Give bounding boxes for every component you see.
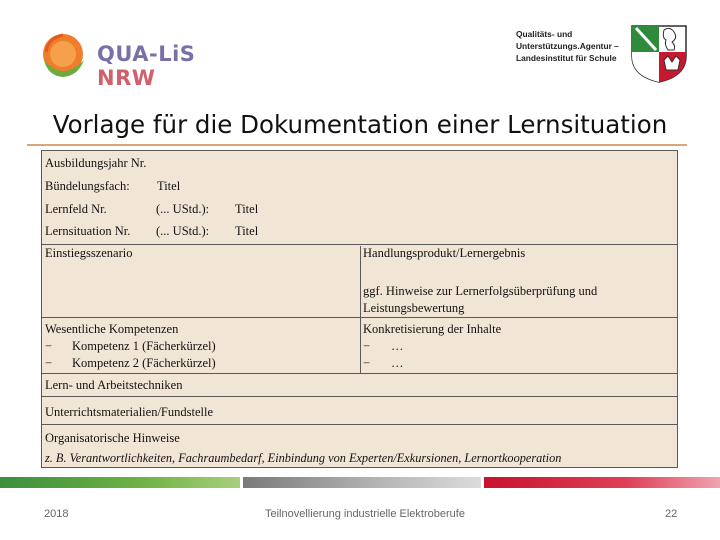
- lernsituation-hours: (... UStd.):: [156, 224, 210, 238]
- lernsituation-label: Lernsituation Nr.: [45, 224, 131, 238]
- lerntechniken-label: Lern- und Arbeitstechniken: [45, 378, 183, 392]
- page-number: 22: [665, 508, 678, 520]
- footer-year: 2018: [44, 508, 69, 520]
- footer-bar-green: [0, 477, 240, 488]
- column-divider: [360, 246, 361, 374]
- organisatorisch-text: z. B. Verantwortlichkeiten, Fachraumbedarf, Einbindung von Experten/Exkursionen, Lernortkooperation: [45, 451, 562, 465]
- page-title: Vorlage für die Dokumentation einer Lernsituation: [52, 110, 668, 139]
- konkretisierung-dash-1: −: [363, 339, 371, 353]
- kompetenz-item-2: Kompetenz 2 (Fächerkürzel): [72, 356, 216, 370]
- lernfeld-hours: (... UStd.):: [156, 202, 210, 216]
- agency-line-2: Unterstützungs.Agentur –: [516, 41, 619, 51]
- ausbildungsjahr-field: Ausbildungsjahr Nr.: [45, 156, 147, 170]
- agency-name: [516, 28, 626, 64]
- qualis-logo-text: [97, 42, 238, 90]
- materialien-label: Unterrichtsmaterialien/Fundstelle: [45, 405, 214, 419]
- konkretisierung-item-2: …: [391, 356, 404, 370]
- lernsituation-value: Titel: [235, 224, 259, 238]
- buendelungsfach-label: Bündelungsfach:: [45, 179, 130, 193]
- kompetenzen-title: Wesentliche Kompetenzen: [45, 322, 179, 336]
- divider: [42, 244, 677, 245]
- divider: [42, 317, 677, 318]
- lernfeld-label: Lernfeld Nr.: [45, 202, 107, 216]
- qualis-logo: [38, 30, 238, 90]
- kompetenz-dash-1: −: [45, 339, 53, 353]
- hinweise-line-2: Leistungsbewertung: [363, 301, 465, 315]
- divider: [42, 396, 677, 397]
- nrw-crest-icon: [628, 22, 690, 84]
- konkretisierung-title: Konkretisierung der Inhalte: [363, 322, 502, 336]
- qualis-logo-icon: [38, 30, 90, 80]
- title-underline: [27, 144, 687, 146]
- divider: [42, 373, 677, 374]
- footer-bar-gray: [243, 477, 481, 488]
- logo-part2: NRW: [97, 66, 156, 90]
- divider: [42, 424, 677, 425]
- agency-line-1: Qualitäts- und: [516, 29, 573, 39]
- buendelungsfach-value: Titel: [157, 179, 181, 193]
- kompetenz-item-1: Kompetenz 1 (Fächerkürzel): [72, 339, 216, 353]
- footer-title: Teilnovellierung industrielle Elektroberufe: [265, 508, 465, 520]
- lernfeld-value: Titel: [235, 202, 259, 216]
- handlungsprodukt-label: Handlungsprodukt/Lernergebnis: [363, 246, 526, 260]
- einstiegsszenario-label: Einstiegsszenario: [45, 246, 133, 260]
- agency-line-3: Landesinstitut für Schule: [516, 53, 617, 63]
- lernsituation-form: [41, 150, 678, 468]
- konkretisierung-item-1: …: [391, 339, 404, 353]
- kompetenz-dash-2: −: [45, 356, 53, 370]
- logo-part1: QUA-LiS: [97, 42, 196, 66]
- hinweise-line-1: ggf. Hinweise zur Lernerfolgsüberprüfung und: [363, 284, 598, 298]
- footer-bar-red: [484, 477, 720, 488]
- organisatorisch-title: Organisatorische Hinweise: [45, 431, 180, 445]
- konkretisierung-dash-2: −: [363, 356, 371, 370]
